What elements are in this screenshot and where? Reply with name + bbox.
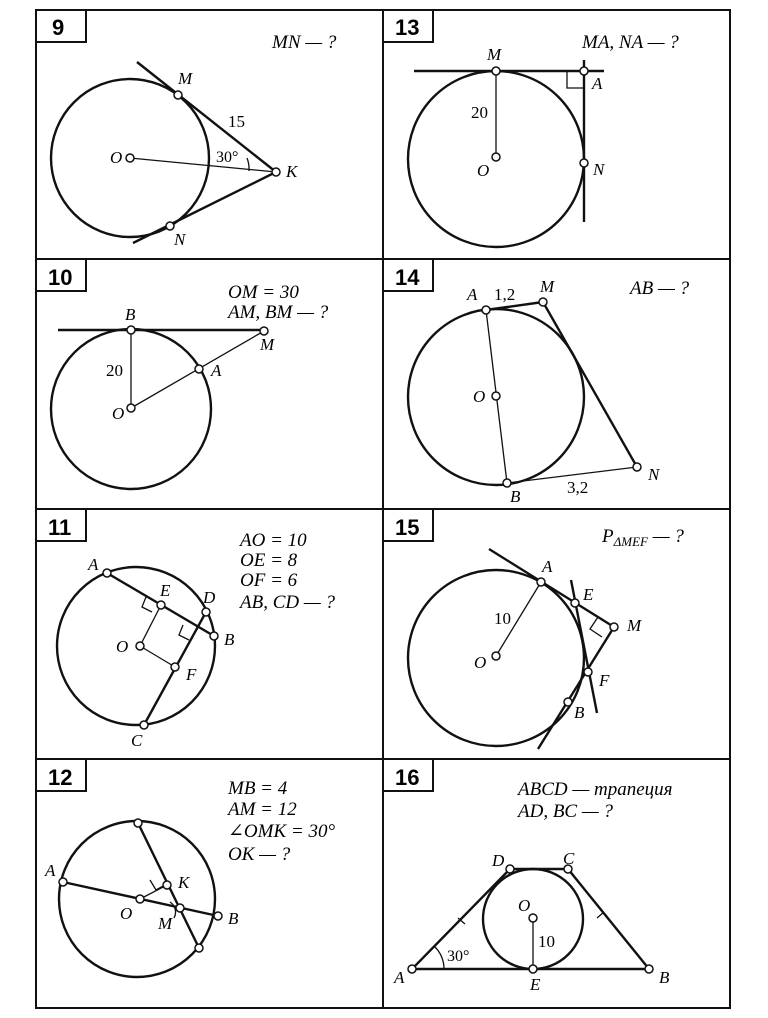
point-m: [174, 91, 182, 99]
point-o: [492, 392, 500, 400]
label-d: D: [203, 588, 216, 607]
label-f: F: [599, 671, 610, 690]
length-label: 10: [494, 609, 511, 628]
problem-number: 9: [52, 15, 65, 40]
angle-arc: [434, 946, 444, 969]
problem-given-2: AM = 12: [228, 799, 297, 820]
label-c: C: [563, 849, 575, 868]
label-m: M: [540, 277, 555, 296]
point-o: [126, 154, 134, 162]
label-f: F: [186, 665, 197, 684]
point-k: [272, 168, 280, 176]
label-o: O: [518, 896, 531, 915]
angle-label: 30°: [447, 948, 470, 965]
point-m: [260, 327, 268, 335]
label-a: A: [592, 74, 603, 93]
point-a: [482, 306, 490, 314]
point-m: [539, 298, 547, 306]
length-label: 10: [538, 932, 555, 951]
label-k: K: [286, 162, 298, 181]
point-a: [408, 965, 416, 973]
problem-given-1: MB = 4: [228, 778, 288, 799]
label-a: A: [394, 968, 405, 987]
label-m: M: [158, 914, 173, 933]
point-d: [506, 865, 514, 873]
problem-11: [48, 515, 336, 750]
tick-mark: [597, 912, 604, 918]
problem-16: [393, 765, 673, 994]
segment-of: [140, 646, 175, 667]
point-b: [503, 479, 511, 487]
label-a: A: [88, 555, 99, 574]
point-a: [537, 578, 545, 586]
label-o: O: [474, 653, 487, 672]
problem-given-2: OE = 8: [240, 550, 298, 571]
angle-label: 30°: [216, 149, 239, 166]
point-o: [127, 404, 135, 412]
problem-given-3: ∠OMK = 30°: [228, 821, 336, 842]
label-d: D: [492, 851, 505, 870]
problem-given: ABCD — трапеция: [518, 779, 673, 800]
point-a: [580, 67, 588, 75]
point-k: [163, 881, 171, 889]
point-e: [157, 601, 165, 609]
label-e: E: [530, 975, 541, 994]
problem-number: 10: [48, 265, 73, 290]
length-label: 15: [228, 112, 245, 131]
label-o: O: [477, 161, 490, 180]
problem-question: MA, NA — ?: [582, 32, 679, 53]
problem-question: AM, BM — ?: [228, 302, 329, 323]
point-a: [59, 878, 67, 886]
label-b: B: [224, 630, 235, 649]
problem-number: 16: [395, 765, 420, 790]
label-a: A: [542, 557, 553, 576]
right-angle-mark: [590, 617, 602, 637]
point-b: [210, 632, 218, 640]
problem-number: 13: [395, 15, 420, 40]
label-k: K: [178, 873, 190, 892]
point-o: [492, 652, 500, 660]
label-a: A: [467, 285, 478, 304]
point-n: [166, 222, 174, 230]
point-o: [492, 153, 500, 161]
point-o: [136, 895, 144, 903]
problem-15: [395, 515, 684, 749]
label-m: M: [627, 616, 642, 635]
point-f: [584, 668, 592, 676]
point-a: [103, 569, 111, 577]
label-b: B: [510, 487, 521, 506]
problem-question: OK — ?: [228, 844, 291, 865]
label-a: A: [45, 861, 56, 880]
label-e: E: [160, 581, 171, 600]
problem-number: 12: [48, 765, 73, 790]
problem-number: 15: [395, 515, 420, 540]
point-d: [202, 608, 210, 616]
label-b: B: [574, 703, 585, 722]
label-c: C: [131, 731, 143, 750]
point-bottom: [195, 944, 203, 952]
problem-14: [395, 265, 690, 506]
label-b: B: [125, 305, 136, 324]
problem-13: [395, 15, 679, 247]
length-label-am: 1,2: [494, 285, 516, 304]
label-b: B: [228, 909, 239, 928]
point-o: [529, 914, 537, 922]
problem-question: AB — ?: [630, 278, 690, 299]
label-o: O: [110, 148, 123, 167]
problem-given-3: OF = 6: [240, 570, 298, 591]
problem-number: 14: [395, 265, 420, 290]
label-n: N: [593, 160, 605, 179]
point-m: [176, 904, 184, 912]
tangent-line: [137, 62, 276, 172]
label-o: O: [112, 404, 125, 423]
problem-number: 11: [48, 515, 72, 540]
label-n: N: [174, 230, 186, 249]
point-c: [140, 721, 148, 729]
segment-ok: [130, 158, 276, 172]
length-label: 20: [106, 361, 123, 380]
point-e: [571, 599, 579, 607]
point-n: [633, 463, 641, 471]
label-m: M: [487, 45, 502, 64]
point-b: [564, 698, 572, 706]
problem-question: $P_{\Delta MEF}$ — ?: [602, 526, 684, 549]
point-n: [580, 159, 588, 167]
length-label: 20: [471, 103, 488, 122]
point-m: [492, 67, 500, 75]
label-o: O: [473, 387, 486, 406]
right-angle-mark: [179, 625, 189, 640]
problem-12: [44, 765, 335, 977]
point-m: [610, 623, 618, 631]
problem-question: AD, BC — ?: [518, 801, 613, 822]
label-n: N: [648, 465, 660, 484]
point-a: [195, 365, 203, 373]
point-f: [171, 663, 179, 671]
label-m: M: [260, 335, 275, 354]
label-o: O: [116, 637, 129, 656]
problem-10: [48, 265, 329, 489]
label-a: A: [211, 361, 222, 380]
label-e: E: [583, 585, 594, 604]
tangent-line: [543, 302, 637, 467]
point-top: [134, 819, 142, 827]
label-o: O: [120, 904, 133, 923]
problem-given-1: AO = 10: [240, 530, 307, 551]
label-b: B: [659, 968, 670, 987]
point-o: [136, 642, 144, 650]
problem-9: [51, 15, 337, 249]
length-label-bn: 3,2: [567, 478, 589, 497]
problem-question: MN — ?: [272, 32, 337, 53]
problem-given: OM = 30: [228, 282, 299, 303]
problem-question: AB, CD — ?: [240, 592, 335, 613]
label-m: M: [178, 69, 193, 88]
point-b: [214, 912, 222, 920]
point-e: [529, 965, 537, 973]
point-b: [127, 326, 135, 334]
point-b: [645, 965, 653, 973]
